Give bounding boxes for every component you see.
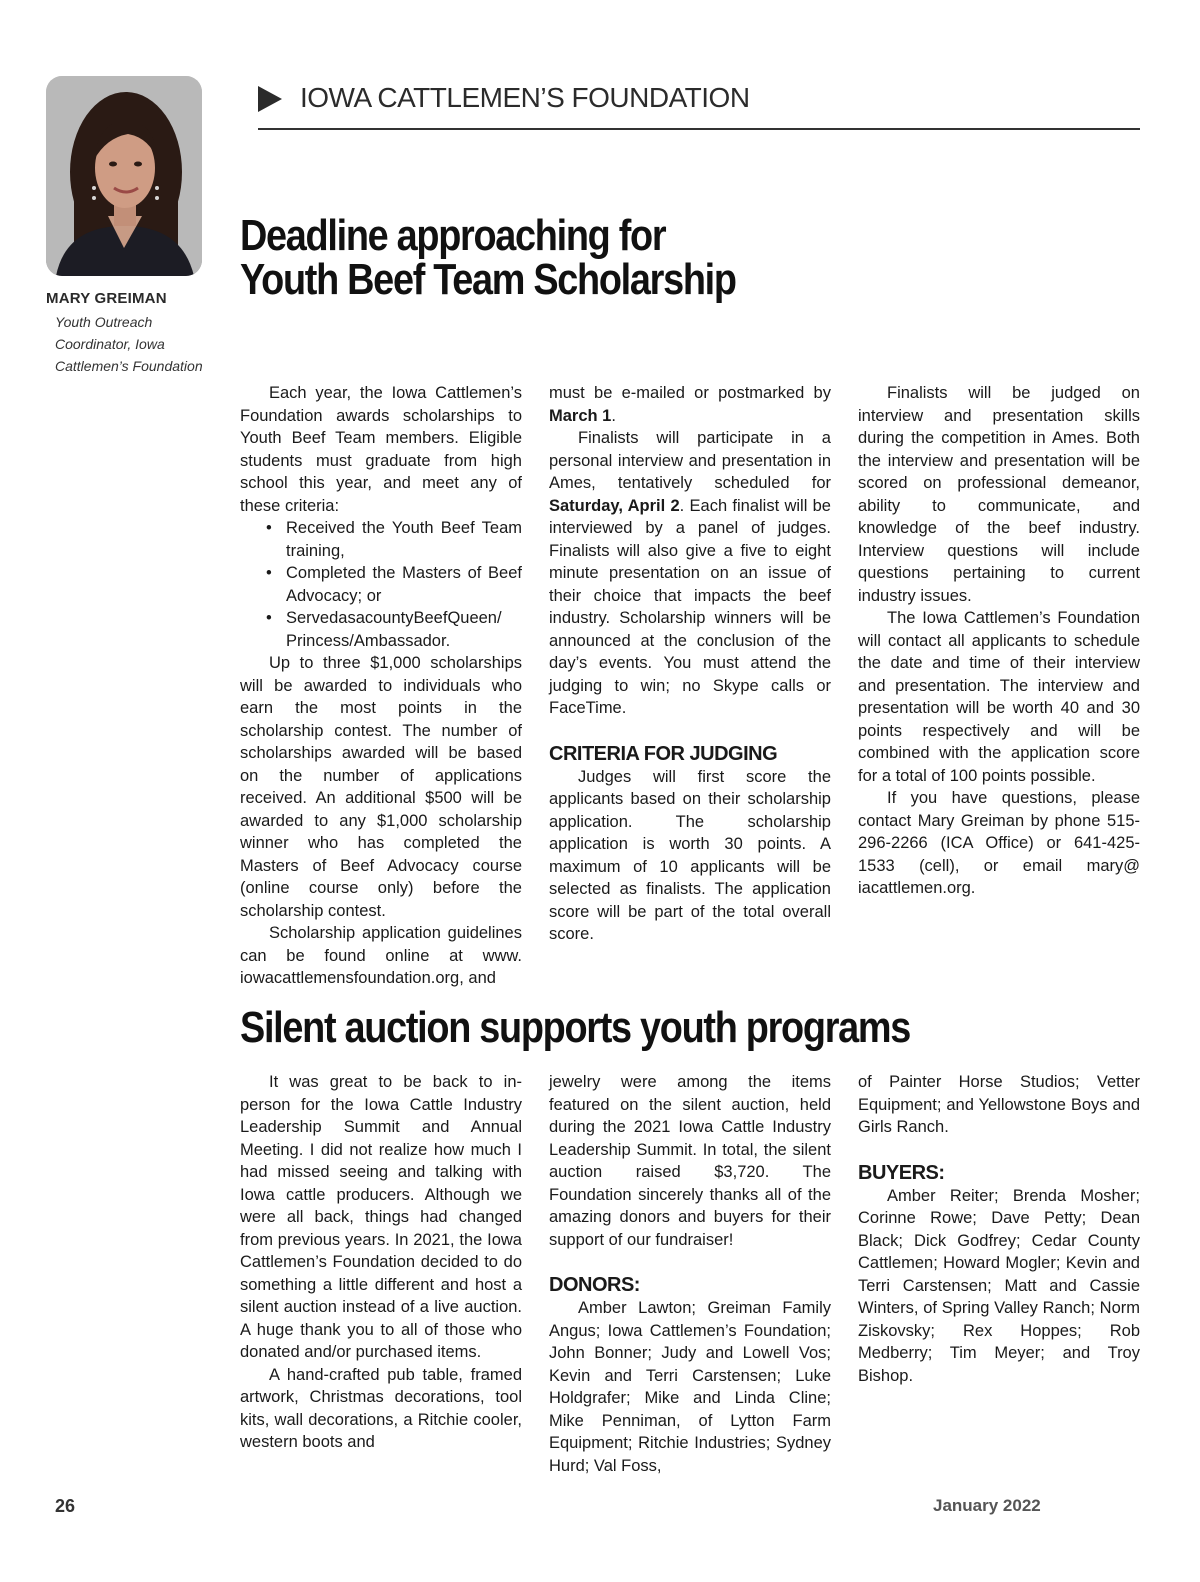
donors-list: Amber Lawton; Greiman Family Angus; Iowa Cattlemen’s Foundation; John Bonner; Judy and Lowell Vos; Kevin and Terri Carstensen; Luke Holdgrafer; Mike and Linda Cline; Mike Penniman, of Lytton Farm Equipment; Ritchie Industries; Sydney Hurd; Val Foss,	[549, 1299, 831, 1475]
author-title-line: Coordinator, Iowa	[55, 336, 165, 352]
article-headline	[240, 211, 736, 304]
article2-column-1	[240, 1071, 522, 1454]
article-headline-2: Silent auction supports youth programs	[240, 1003, 911, 1052]
criteria-list	[240, 517, 522, 652]
section-header	[258, 82, 1140, 130]
author-photo	[46, 76, 202, 276]
paragraph	[549, 427, 831, 720]
article2-column-3	[858, 1071, 1140, 1387]
list-item: • Received the Youth Beef Team training,	[266, 517, 522, 562]
paragraph: It was great to be back to in-person for the Iowa Cattle Industry Leadership Summit and Annual Meeting. I did not realize how much I had missed seeing and talking with Iowa cattle producers. Although we were all back, things had changed from previous years. In 2021, the Iowa Cattlemen’s Foundation decided to do something a little different and host a silent auction instead of a live auction. A huge thank you to all of those who donated and/or purchased items.	[240, 1073, 522, 1361]
list-item: • ServedasacountyBeefQueen/ Princess/Ambassador.	[266, 607, 522, 652]
article-column-1	[240, 382, 522, 990]
paragraph: The Iowa Cattlemen’s Foundation will contact all applicants to schedule the date and time of their interview and presentation. The interview and presentation will be worth 40 and 30 points respectively and will be combined with the application score for a total of 100 points possible.	[858, 609, 1140, 785]
donors-list-continued: of Painter Horse Studios; Vetter Equipment; and Yellowstone Boys and Girls Ranch.	[858, 1073, 1140, 1136]
paragraph	[549, 382, 831, 427]
author-portrait-image	[46, 76, 202, 276]
buyers-list: Amber Reiter; Brenda Mosher; Corinne Rowe; Dave Petty; Dean Black; Dick Godfrey; Cedar County Cattlemen; Howard Mogler; Kevin and Terri Carstensen; Matt and Cassie Winters, of Spring Valley Ranch; Norm Ziskovsky; Rex Hoppes; Rob Medberry; Tim Meyer; and Troy Bishop.	[858, 1186, 1140, 1385]
paragraph: A hand-crafted pub table, framed artwork, Christmas decorations, tool kits, wall decorations, a Ritchie cooler, western boots and	[240, 1365, 522, 1451]
play-arrow-icon	[258, 86, 282, 112]
article-column-3	[858, 382, 1140, 900]
event-date: Saturday, April 2	[549, 496, 680, 515]
buyers-heading: BUYERS:	[858, 1161, 945, 1184]
author-sidebar	[46, 76, 206, 377]
paragraph: Up to three $1,000 scholarships will be awarded to individuals who earn the most points in the scholarship contest. The number of scholarships awarded will be based on the number of applications received. An additional $500 will be awarded to any $1,000 scholarship winner who has completed the Masters of Beef Advocacy course (online course only) before the scholarship contest.	[240, 654, 522, 920]
paragraph: Each year, the Iowa Cattlemen’s Foundation awards scholarships to Youth Beef Team members. Eligible students must graduate from high school this year, and meet any of these criteria:	[240, 384, 522, 515]
paragraph: Scholarship application guidelines can be found online at www. iowacattlemensfoundation.org, and	[240, 924, 522, 987]
author-title	[46, 311, 206, 377]
page-number: 26	[55, 1496, 76, 1516]
paragraph: jewelry were among the items featured on the silent auction, held during the 2021 Iowa Cattle Industry Leadership Summit. In total, the silent auction raised $3,720. The Foundation sincerely thanks all of the amazing donors and buyers for their support of our fundraiser!	[549, 1073, 831, 1249]
deadline-date: March 1	[549, 406, 612, 425]
text-run: .	[611, 406, 616, 425]
issue-date: January 2022	[933, 1496, 1041, 1515]
section-label: IOWA CATTLEMEN’S FOUNDATION	[300, 82, 750, 113]
text-run: must be e-mailed or postmarked by	[549, 384, 831, 402]
author-title-line: Youth Outreach	[55, 314, 153, 330]
paragraph: If you have questions, please contact Mary Greiman by phone 515-296-2266 (ICA Office) or 641-425-1533 (cell), or email mary@ iacattlemen.org.	[858, 789, 1140, 897]
criteria-heading: CRITERIA FOR JUDGING	[549, 742, 778, 765]
paragraph: Judges will first score the applicants based on their scholarship application. The scholarship application is worth 30 points. A maximum of 10 applicants will be selected as finalists. The application score will be part of the total overall score.	[549, 767, 831, 943]
headline-line: Youth Beef Team Scholarship	[240, 255, 736, 304]
author-title-line: Cattlemen’s Foundation	[55, 358, 203, 374]
text-run: . Each finalist will be interviewed by a panel of judges. Finalists will also give a five to eight minute presentation on an issue of their choice that impacts the beef industry. Scholarship winners will be announced at the conclusion of the day’s events. You must attend the judging to win; no Skype calls or FaceTime.	[549, 496, 831, 717]
paragraph: Finalists will be judged on interview and presentation skills during the competition in Ames. Both the interview and presentation will be scored on professional demeanor, ability to communicate, and knowledge of the beef industry. Interview questions will include questions pertaining to current industry issues.	[858, 384, 1140, 605]
author-name: MARY GREIMAN	[46, 290, 167, 307]
article2-column-2	[549, 1071, 831, 1477]
text-run: Finalists will participate in a personal interview and presentation in Ames, tentatively scheduled for	[549, 429, 831, 492]
headline-line: Deadline approaching for	[240, 211, 666, 260]
list-item: • Completed the Masters of Beef Advocacy; or	[266, 562, 522, 607]
article-column-2	[549, 382, 831, 946]
donors-heading: DONORS:	[549, 1274, 640, 1296]
